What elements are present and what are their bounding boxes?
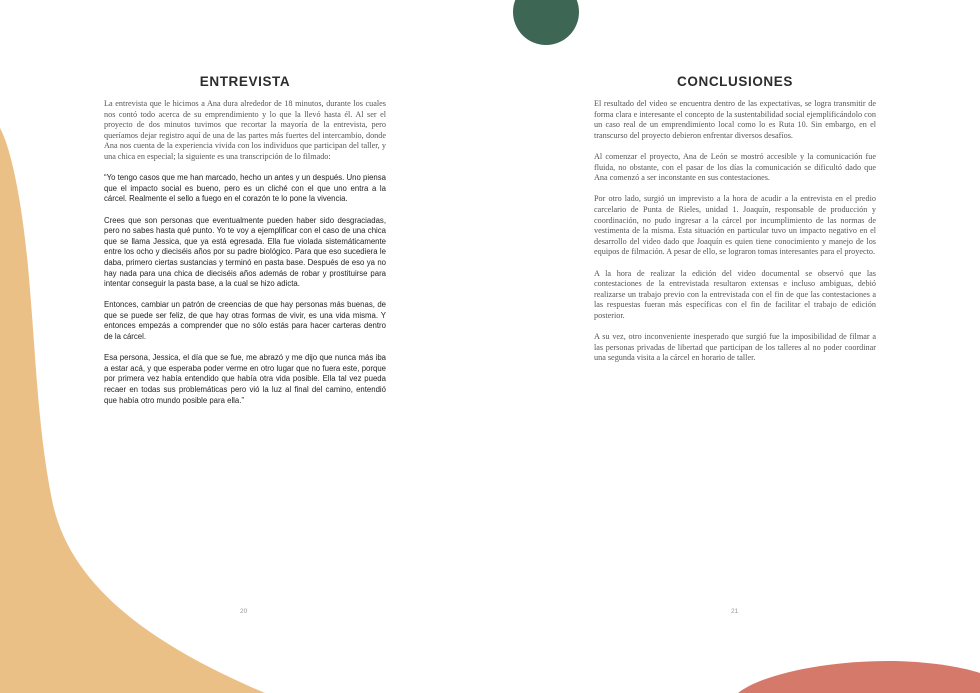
quote-paragraph: Esa persona, Jessica, el día que se fue, me abrazó y me dijo que nunca más iba a estar acá, y que esperaba poder verme en otro lugar que no fuera este, porque por primera vez había entendido que había otra vida posible. Ella tal vez pueda recaer en todas sus problemáticas pero vió la luz al final del camino, entendió que había otro mundo posible para ella.” — [104, 353, 386, 405]
page-title-conclusiones: CONCLUSIONES — [677, 74, 793, 89]
conclusion-paragraph: Por otro lado, surgió un imprevisto a la hora de acudir a la entrevista en el predio carcelario de Punta de Rieles, unidad 1. Joaquín, responsable de producción y coordinación, no pudo ingresar a la cárcel por incumplimiento de las normas de vestimenta de la misma. Esta situación en particular tuvo un impacto negativo en el desarrollo del video dado que Joaquín es quien tiene conocimiento y manejo de los equipos de filmación. A pesar de ello, se lograron tomas interesantes para el proyecto. — [594, 194, 876, 257]
top-green-circle — [513, 0, 579, 45]
quote-paragraph: Crees que son personas que eventualmente pueden haber sido desgraciadas, pero no sabes hasta qué punto. Yo te voy a ejemplificar con el caso de una chica que se llama Jessica, que ya está egresada. Ella fue violada sistemáticamente entre los ocho y dieciséis años por su padre biológico. Para que eso sucediera le daba, primero ciertas sustancias y terminó en pasta base. Después de eso ya no hay nada para una chica de dieciséis años además de robar y prostituirse para intentar conseguir la pasta base, a la cual se hizo adicta. — [104, 215, 386, 289]
page-number-right: 21 — [731, 608, 739, 615]
conclusions-body — [594, 99, 876, 374]
interview-intro: La entrevista que le hicimos a Ana dura alrededor de 18 minutos, durante los cuales nos contó todo acerca de su emprendimiento y lo que la llevó hasta él. Al ser el proyecto de dos minutos tuvimos que recortar la mayoría de la entrevista, pero queríamos dejar registro aquí de una de las partes más fuertes del intercambio, donde Ana nos cuenta de la experiencia vivida con los individuos que participan del taller, y una chica en especial; la siguiente es una transcripción de lo filmado: — [104, 99, 386, 161]
quote-paragraph: Entonces, cambiar un patrón de creencias de que hay personas más buenas, de que se puede ser feliz, de que hay otras formas de vivir, es una vida misma. Y entonces empezás a comprender que no sólo estás para hacer carteras dentro de la cárcel. — [104, 300, 386, 342]
page-number-left: 20 — [240, 608, 248, 615]
conclusion-paragraph: A la hora de realizar la edición del video documental se observó que las contestaciones de la entrevistada resultaron extensas e incluso ambiguas, debió realizarse un trabajo previo con la entrevistada con el fin de que las contestaciones a las respuestas fueran más específicas con el fin de facilitar el trabajo de edición posterior. — [594, 268, 876, 320]
conclusion-paragraph: Al comenzar el proyecto, Ana de León se mostró accesible y la comunicación fue fluida, no obstante, con el pasar de los días la comunicación se dificultó dado que Ana comenzó a ser inconstante en sus contestaciones. — [594, 151, 876, 183]
interview-body — [104, 99, 386, 417]
bottom-coral-shape — [738, 661, 980, 693]
page-title-entrevista: ENTREVISTA — [199, 74, 291, 89]
conclusion-paragraph: A su vez, otro inconveniente inesperado que surgió fue la imposibilidad de filmar a las personas privadas de libertad que participan de los talleres al no poder coordinar una segunda visita a la cárcel en horario de taller. — [594, 332, 876, 363]
quote-paragraph: “Yo tengo casos que me han marcado, hecho un antes y un después. Uno piensa que el impacto social es bueno, pero es un cliché con el que uno entra a la cárcel. Realmente el sello a fuego en el corazón te lo pone la vivencia. — [104, 173, 386, 204]
conclusion-paragraph: El resultado del video se encuentra dentro de las expectativas, se logra transmitir de forma clara e interesante el concepto de la sustentabilidad social ejemplificándolo con un caso real de un emprendimiento local como lo es Ruta 10. Sin embargo, en el transcurso del proyecto debieron enfrentar diversos desafíos. — [594, 99, 876, 140]
